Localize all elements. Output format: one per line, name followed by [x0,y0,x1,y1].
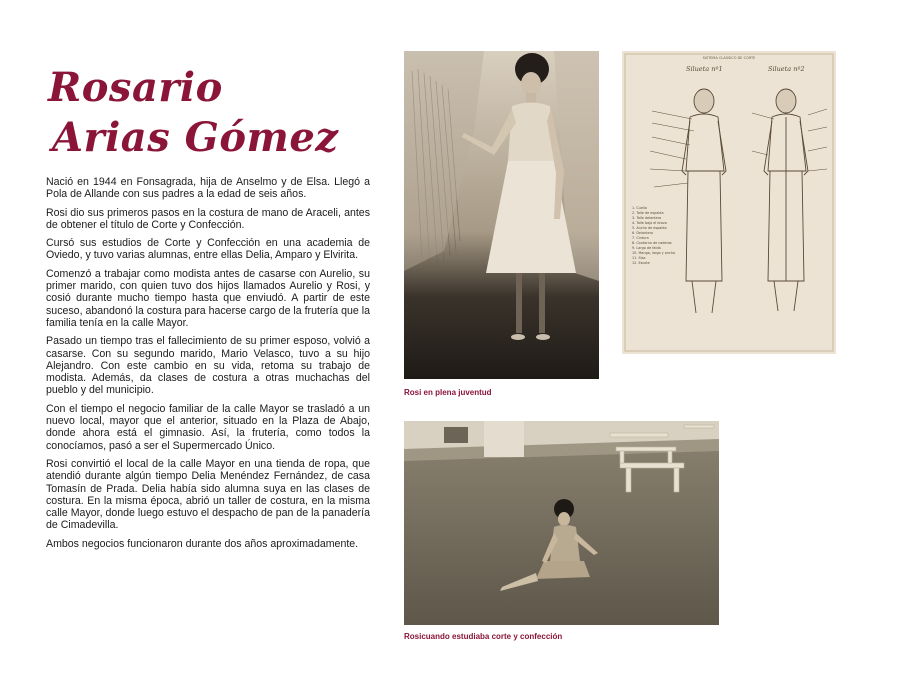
pattern-legend-item: 4. Talle bajo el brazo [632,221,667,225]
pattern-legend-item: 9. Largo de falda [632,246,661,250]
title-first-name: Rosario [48,63,223,111]
photo-woman-sitting-on-grass [404,421,719,625]
pattern-legend-item: 3. Talle delantero [632,216,662,220]
pattern-legend-item: 6. Delantero [632,231,653,235]
page-title [48,63,348,163]
pattern-legend-item: 1. Cuello [632,206,647,210]
bio-paragraph: Rosi dio sus primeros pasos en la costura de mano de Araceli, antes de obtener el título de Corte y Confección. [46,206,370,231]
bio-paragraph: Ambos negocios funcionaron durante dos años aproximadamente. [46,537,359,550]
bio-paragraph: Pasado un tiempo tras el fallecimiento de su primer esposo, volvió a casarse. Con su segundo marido, Mario Velasco, tuvo a su hijo Alejandro. Con este cambio en su vida, retoma su trabajo de modista. Además, da clases de costura a otras muchachas del pueblo y del municipio. [46,335,370,397]
pattern-legend-item: 8. Contorno de caderas [632,241,672,245]
pattern-label-back: Silueta nº2 [768,65,805,73]
photo-sewing-pattern-sheet [622,51,836,354]
photo-caption: Rosicuando estudiaba corte y confección [404,632,563,641]
pattern-legend-item: 10. Manga, largo y ancho [632,251,676,255]
pattern-sheet-heading: SISTEMA CLÁSSICO DE CORTE [702,56,756,60]
bio-paragraph: Rosi convirtió el local de la calle Mayor en una tienda de ropa, que atendió durante algún tiempo Delia Menéndez Fernández, de casa Tomasín de Prada. Delia había sido alumna suya en las clases de costura. En la misma época, abrió un taller de costura, en la misma calle Mayor, donde luego estuvo el despacho de pan de la panadería de Cimadevilla. [46,457,370,532]
pattern-legend-item: 5. Ancho de espalda [632,226,667,230]
pattern-label-front: Silueta nº1 [686,65,723,73]
biography-text [46,176,370,556]
bio-paragraph: Comenzó a trabajar como modista antes de casarse con Aurelio, su primer marido, con quien tuvo dos hijos llamados Aurelio y Rosi, y cosió durante mucho tiempo hasta que enviudó. A partir de este suceso, abandonó la costura para hacerse cargo de la frutería que la familia tenía en la calle Mayor. [46,267,370,329]
pattern-legend-item: 2. Talle de espalda [632,211,664,215]
pattern-legend-item: 7. Cintura [632,236,649,240]
photo-young-woman-standing [404,51,599,379]
pattern-legend-item: 11. Sisa [632,256,646,260]
title-surnames: Arias Gómez [52,113,339,161]
pattern-legend-item: 12. Escote [632,261,650,265]
bio-paragraph: Cursó sus estudios de Corte y Confección en una academia de Oviedo, y tuvo varias alumnas, entre ellas Delia, Amparo y Elvirita. [46,237,370,262]
bio-paragraph: Con el tiempo el negocio familiar de la calle Mayor se trasladó a un nuevo local, mayor que el anterior, situado en la Plaza de Abajo, donde ahora está el gimnasio. Así, la frutería, como todos la conocíamos, pasó a ser el Supermercado Único. [46,402,370,452]
bio-paragraph: Nació en 1944 en Fonsagrada, hija de Anselmo y de Elsa. Llegó a Pola de Allande con sus padres a la edad de seis años. [46,176,370,201]
photo-caption: Rosi en plena juventud [404,388,492,397]
